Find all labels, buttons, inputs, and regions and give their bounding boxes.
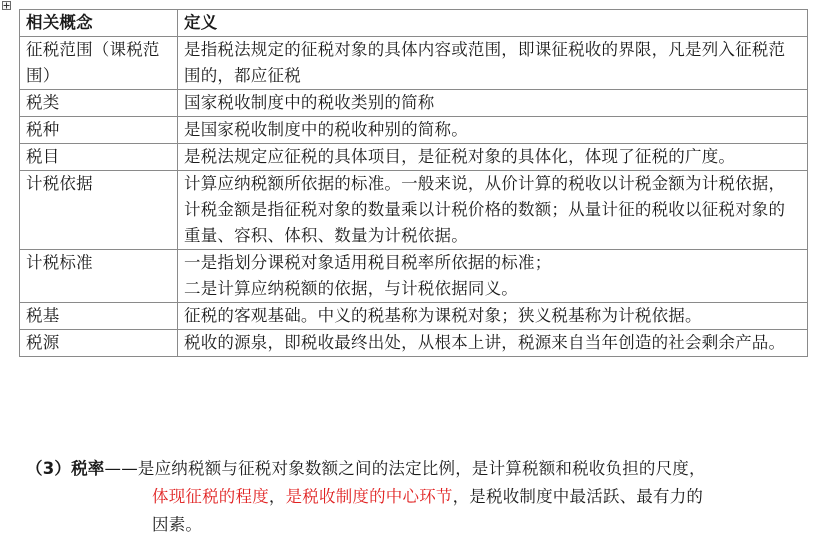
row-term: 税源 (20, 330, 178, 357)
item-number: （3） (26, 459, 72, 478)
table-move-handle[interactable] (2, 1, 11, 10)
row-term: 税类 (20, 90, 178, 117)
paragraph-line (26, 483, 812, 511)
row-definition: 是国家税收制度中的税收种别的简称。 (178, 117, 808, 144)
table-row (20, 144, 808, 171)
row-definition: 是指税法规定的征税对象的具体内容或范围，即课征税收的界限，凡是列入征税范围的，都应征税 (178, 37, 808, 90)
header-definition: 定义 (178, 10, 808, 37)
row-definition: 国家税收制度中的税收类别的简称 (178, 90, 808, 117)
keyword-tax-rate: 税率 (71, 459, 105, 478)
table-row (20, 171, 808, 250)
row-term: 计税依据 (20, 171, 178, 250)
separator-text: ， (268, 487, 286, 506)
definition-line: 二是计算应纳税额的依据，与计税依据同义。 (184, 279, 518, 298)
move-cross-icon (3, 2, 10, 9)
row-definition (178, 250, 808, 303)
table-row (20, 303, 808, 330)
paragraph-line (26, 455, 812, 483)
row-term: 税目 (20, 144, 178, 171)
paragraph-line: 因素。 (152, 515, 203, 534)
concept-table (19, 9, 808, 357)
table-row (20, 250, 808, 303)
row-term: 征税范围（课税范围） (20, 37, 178, 90)
definition-text: ，是税收制度中最活跃、最有力的 (452, 487, 704, 506)
table-row (20, 90, 808, 117)
row-term: 税基 (20, 303, 178, 330)
table-row (20, 330, 808, 357)
highlight-text: 是税收制度的中心环节 (285, 487, 453, 506)
row-definition: 是税法规定应征税的具体项目，是征税对象的具体化，体现了征税的广度。 (178, 144, 808, 171)
highlight-text: 体现征税的程度 (152, 487, 269, 506)
row-term: 税种 (20, 117, 178, 144)
header-term: 相关概念 (20, 10, 178, 37)
row-definition: 征税的客观基础。中义的税基称为课税对象；狭义税基称为计税依据。 (178, 303, 808, 330)
row-definition: 计算应纳税额所依据的标准。一般来说，从价计算的税收以计税金额为计税依据，计税金额是指征税对象的数量乘以计税价格的数额；从量计征的税收以征税对象的重量、容积、体积、数量为计税依据。 (178, 171, 808, 250)
tax-rate-paragraph (26, 455, 812, 539)
definition-line: 一是指划分课税对象适用税目税率所依据的标准； (184, 253, 552, 272)
definition-text: ——是应纳税额与征税对象数额之间的法定比例，是计算税额和税收负担的尺度， (104, 459, 706, 478)
table-row (20, 117, 808, 144)
row-definition: 税收的源泉，即税收最终出处，从根本上讲，税源来自当年创造的社会剩余产品。 (178, 330, 808, 357)
table-header-row (20, 10, 808, 37)
row-term: 计税标准 (20, 250, 178, 303)
table-row (20, 37, 808, 90)
